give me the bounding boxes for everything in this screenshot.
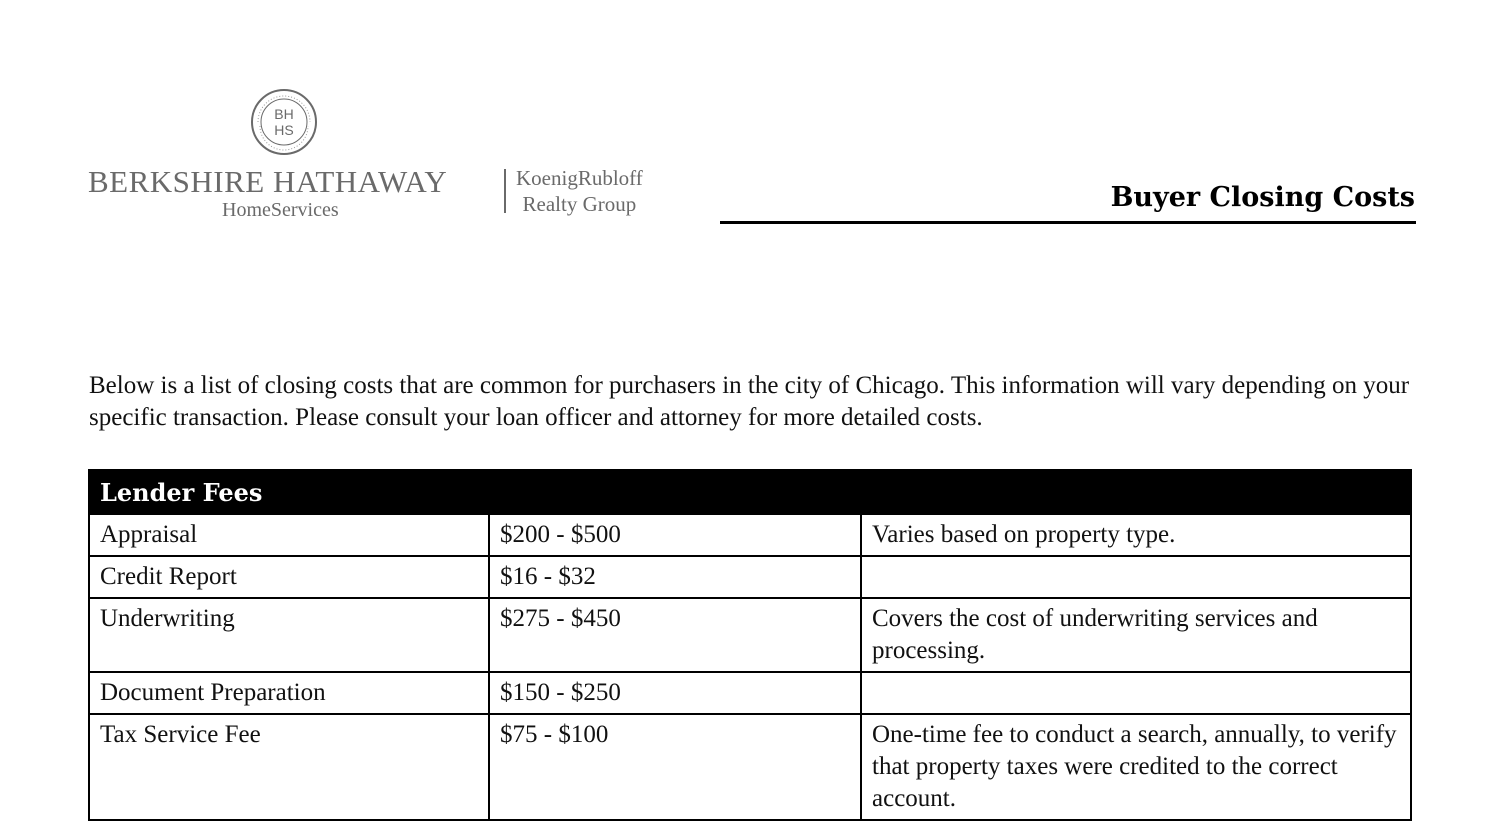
- fee-note-cell: [861, 556, 1411, 598]
- fee-cost-cell: $16 - $32: [489, 556, 861, 598]
- section-header: Lender Fees: [89, 470, 1411, 514]
- brand-name: BERKSHIRE HATHAWAY: [88, 164, 448, 199]
- partner-line-1: KoenigRubloff: [516, 166, 643, 190]
- fee-note-cell: [861, 672, 1411, 714]
- fee-cost-cell: $275 - $450: [489, 598, 861, 672]
- fee-item-cell: Tax Service Fee: [89, 714, 489, 820]
- fee-note-cell: One-time fee to conduct a search, annually, to verify that property taxes were credited to the correct account.: [861, 714, 1411, 820]
- bhhs-seal-logo: [250, 88, 318, 156]
- fee-cost-cell: $200 - $500: [489, 514, 861, 556]
- partner-line-2: Realty Group: [522, 192, 637, 216]
- fee-cost-cell: $75 - $100: [489, 714, 861, 820]
- table-row: [89, 598, 1411, 672]
- brand-partner: [516, 165, 643, 217]
- table-header-row: [89, 470, 1411, 514]
- title-underline: [720, 221, 1416, 224]
- fee-cost-cell: $150 - $250: [489, 672, 861, 714]
- fee-item-cell: Credit Report: [89, 556, 489, 598]
- fee-note-cell: Covers the cost of underwriting services and processing.: [861, 598, 1411, 672]
- table-row: [89, 514, 1411, 556]
- intro-paragraph: Below is a list of closing costs that are common for purchasers in the city of Chicago. This information will vary depending on your specific transaction. Please consult your loan officer and attorney for more detailed costs.: [89, 372, 1410, 431]
- fee-note-cell: Varies based on property type.: [861, 514, 1411, 556]
- table-body: [89, 514, 1411, 820]
- lender-fees-table: [88, 469, 1412, 821]
- table-row: [89, 672, 1411, 714]
- brand-subtitle: HomeServices: [222, 199, 339, 221]
- table-row: [89, 556, 1411, 598]
- table-row: [89, 714, 1411, 820]
- svg-text:BH: BH: [274, 106, 294, 122]
- fee-item-cell: Appraisal: [89, 514, 489, 556]
- svg-text:HS: HS: [274, 122, 294, 138]
- brand-divider: [504, 169, 506, 213]
- fee-item-cell: Underwriting: [89, 598, 489, 672]
- fee-item-cell: Document Preparation: [89, 672, 489, 714]
- page-title: Buyer Closing Costs: [1110, 182, 1415, 213]
